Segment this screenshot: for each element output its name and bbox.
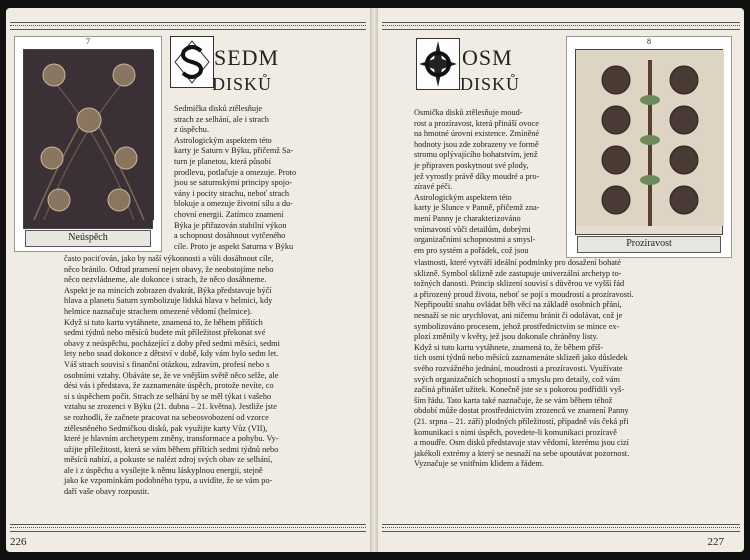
title-line-1: OSM bbox=[462, 45, 513, 70]
card-caption: Prozíravost bbox=[577, 236, 721, 253]
page-number: 227 bbox=[707, 536, 724, 548]
card-artwork bbox=[575, 49, 723, 235]
body-text-top: Osmička disků ztělesňuje moud- rost a prozíravost, která přináší ovoce na hmotné úrovni existence. Zmíněné hodnoty jsou zde zobrazeny ve formě stromu oplývajícího bohatstvím, jenž je připraven poskytnout své plody, jež vyrostly právě díky moudré a pro- zíravé péči. Astrologickým aspektem této karty je Slunce v Panně, přičemž zna- mení Panny je charakterizováno vnímavostí vůči detailům, dobrými organizačními schopnostmi a smysl- em pro systém a pořádek, což jsou bbox=[414, 108, 540, 255]
title-line-2: DISKŮ bbox=[212, 74, 273, 94]
body-text-bottom: často pociťován, jako by naší výkonnosti a vůli dosáhnout cíle, něco bránilo. Odtud pramení nejen obavy, že neobstojíme nebo něco nezvládneme, ale dokonce i strach, že něco dosáhneme. Aspekt je na mincích zobrazen dvakrát, Býka představuje býčí hlava a planetu Saturn symbolizuje lidská hlava v helmici, kdy helmice naznačuje strachem omezené vědomí (helmice). Když si tuto kartu vytáhnete, znamená to, že během příštích sedmi týdnů nebo měsíců budete mít příležitost překonat své obavy z neúspěchu, pocházející z doby před sedmi měsíci, sedmi lety nebo snad dokonce z dětství v době, kdy vám bylo sedm let. Váš strach souvisí s finanční otázkou, zdravím, profesí nebo s osobními vztahy. Obáváte se, že ve vnějším světě něco selže, ale dési vás i představa, že zaznamenáte úspěch, protože nevíte, co si s úspěchem počít. Strach ze selhání by se měl týkat i vašeho vztahu se zrozenci v Býku (21. dubna – 21. května). Jestliže jste se rozhodli, že začnete pracovat na sebeosvobození od vzorce ztělesněného Sedmičkou disků, pak využijte karty Vůz (VII), které je hlavním archetypem změny, transformace a pohybu. Vy- užijte příležitosti, která se vám během příštích sedmi týdnů nebo měsíců nabízí, a pokuste se nalézt zdroj svých obav ze selhání, ale i z úspěchu a vysílejte k němu láskyplnou energii, stejně jako ke vzpomínkám podobného typu, a uvidíte, že se vám po- daří vaše obavy rozpustit. bbox=[64, 254, 280, 497]
left-page bbox=[6, 8, 370, 552]
body-text-bottom: vlastnosti, které vytváří ideální podmínky pro dosažení bohaté sklizně. Symbol sklizně zde zastupuje univerzální archetyp to- tožných danosti. Princip sklizení souvisí s důvěrou ve vyšší řád a přirozený proud života, neboť se pojí s moudrostí a prozíravostí. Nepřipouští snahu ovládat běh věcí na základě osobních přání, nesnaží se nic urychlovat, ani ničemu bránit či odolávat, což je symbolizováno procesem, jehož prostřednictvím se mince ex- plozí změnily v květy, jež jsou dokonale chráněny listy. Když si tuto kartu vytáhnete, znamená to, že během příš- tích osmi týdnů nebo měsíců zaznamenáte sklizeň jako důsledek svého rozvážného jednání, moudrosti a prozíravosti. Využívate svých organizačních schopností a smyslu pro detaily, což vám začíná přinášet užitek. Konečně jste se s pokorou podřídili vyš- ším řádu. Tato karta také naznačuje, že se vám během téhož období může dostat prostřednictvím zrozenců ve znamení Panny (21. srpna – 21. září) plodných příležitostí, případně vás čeká při komunikaci s nimi úspěch, povedete-li komunikaci prozíravě a moudře. Osm disků představuje stav vědomí, kterému jsou cizí jakékoli extrémy a který se nesnaží na sebe upoutávat pozornost. Vyznačuje se vnitřním klidem a řádem. bbox=[414, 258, 634, 469]
card-number: 8 bbox=[647, 37, 651, 46]
card-eight-of-disks bbox=[566, 36, 732, 258]
ornamental-letter-s-icon bbox=[171, 37, 213, 87]
book-gutter bbox=[370, 8, 378, 552]
card-caption: Neúspěch bbox=[25, 230, 151, 247]
ornamental-letter-o-icon bbox=[417, 39, 459, 89]
top-rule bbox=[382, 22, 740, 30]
withered-coins-illustration bbox=[24, 50, 154, 220]
card-number: 7 bbox=[86, 37, 90, 46]
body-text-top: Sedmička disků ztělesňuje strach ze selhání, ale i strach z úspěchu. Astrologickým aspektem této karty je Saturn v Býku, přičemž Sa- turn je planetou, která působí prodlevu, potlačuje a omezuje. Proto jsou se saturnskými principy spojo- vány i pocity strachu, neboť strach blokuje a omezuje životní sílu a du- chovní energii. Zatímco znamení Býka je přiřazován stabilní výkon a schopnost dosáhnout vytčeného cíle. Proto je aspekt Saturna v Býku bbox=[174, 104, 297, 251]
bottom-rule bbox=[10, 524, 366, 532]
title-line-1: SEDM bbox=[214, 45, 280, 70]
title-line-2: DISKŮ bbox=[460, 74, 521, 94]
drop-cap-s bbox=[170, 36, 214, 88]
top-rule bbox=[10, 22, 366, 30]
drop-cap-o bbox=[416, 38, 460, 90]
right-page bbox=[378, 8, 744, 552]
page-number: 226 bbox=[10, 536, 27, 548]
card-seven-of-disks bbox=[14, 36, 162, 252]
bottom-rule bbox=[382, 524, 740, 532]
card-artwork bbox=[23, 49, 153, 229]
tree-of-discs-illustration bbox=[576, 50, 724, 226]
